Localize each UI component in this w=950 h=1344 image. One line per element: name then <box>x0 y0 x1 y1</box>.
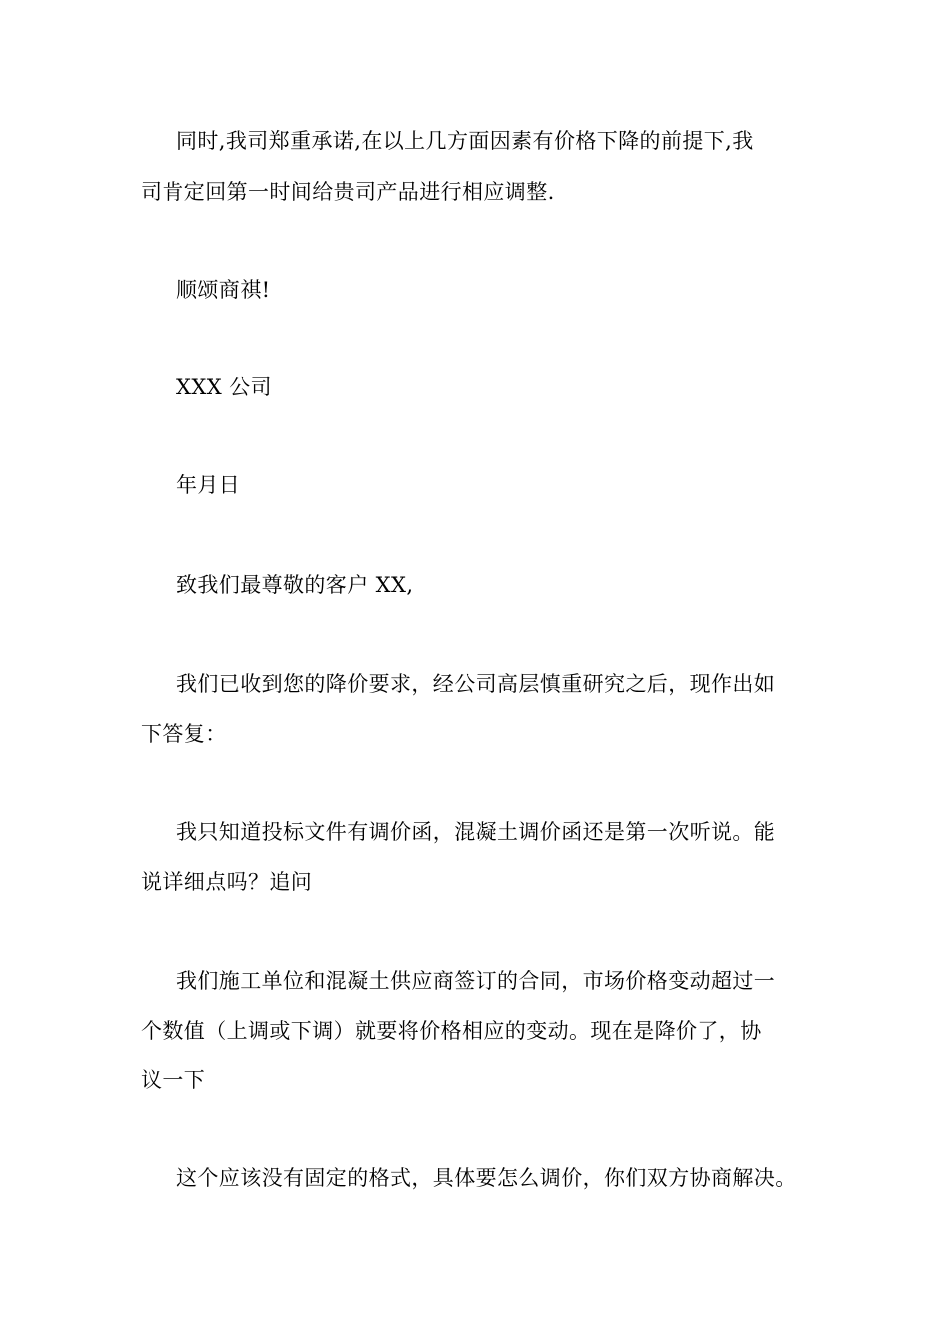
paragraph-reply-intro-line-1: 我们已收到您的降价要求，经公司高层慎重研究之后，现作出如 <box>176 672 776 696</box>
paragraph-answer-line-1: 这个应该没有固定的格式，具体要怎么调价，你们双方协商解决。 <box>176 1166 797 1190</box>
paragraph-commitment-line-1: 同时,我司郑重承诺,在以上几方面因素有价格下降的前提下,我 <box>176 129 754 153</box>
paragraph-question-line-1: 我只知道投标文件有调价函，混凝土调价函还是第一次听说。能 <box>176 820 776 844</box>
salutation: 致我们最尊敬的客户 XX, <box>176 573 414 597</box>
company-name: XXX 公司 <box>176 375 272 399</box>
date-line: 年月日 <box>176 473 241 497</box>
paragraph-explanation-line-2: 个数值（上调或下调）就要将价格相应的变动。现在是降价了，协 <box>141 1019 762 1043</box>
paragraph-explanation-line-3: 议一下 <box>141 1068 206 1092</box>
paragraph-question-line-2: 说详细点吗？追问 <box>141 870 313 894</box>
closing-text: 顺颂商祺! <box>176 278 271 302</box>
paragraph-reply-intro-line-2: 下答复： <box>141 722 227 746</box>
paragraph-explanation-line-1: 我们施工单位和混凝土供应商签订的合同，市场价格变动超过一 <box>176 969 776 993</box>
paragraph-commitment-line-2: 司肯定回第一时间给贵司产品进行相应调整. <box>141 180 555 204</box>
